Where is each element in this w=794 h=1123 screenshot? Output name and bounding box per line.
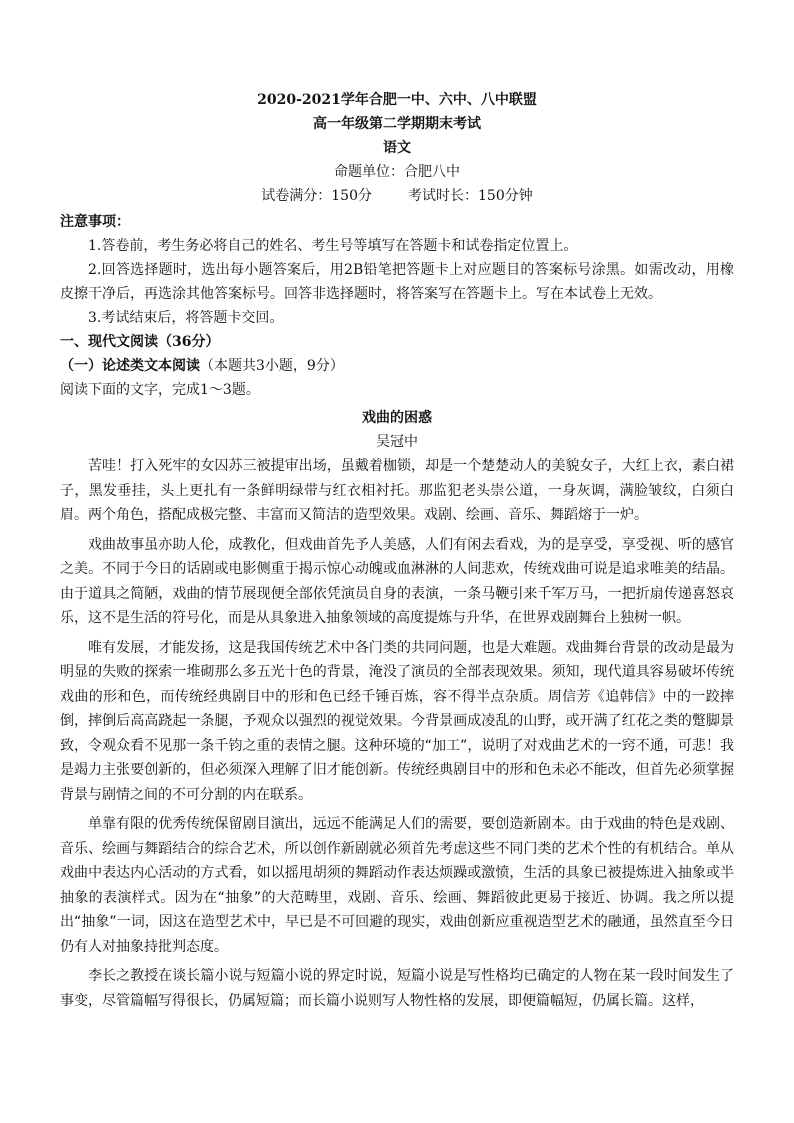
note-item: 2.回答选择题时，选出每小题答案后，用2B铅笔把答题卡上对应题目的答案标号涂黑。如需改动，用橡皮擦干净后，再选涂其他答案标号。回答非选择题时，将答案写在答题卡上。写在本试卷上无效。 — [60, 262, 734, 302]
article-paragraph: 戏曲故事虽亦助人伦，成教化，但戏曲首先予人美感，人们有闲去看戏，为的是享受，享受视、听的感官之美。不同于今日的话剧或电影侧重于揭示惊心动魄或血淋淋的人间悲欢，传统戏曲可说是追求唯美的结晶。由于道具之简陋，戏曲的情节展现便全部依凭演员自身的表演，一条马鞭引来千军万马，一把折扇传递喜怒哀乐，这不是生活的符号化，而是从具象进入抽象领域的高度提炼与升华，在世界戏剧舞台上独树一帜。 — [60, 536, 734, 626]
article-paragraph: 唯有发展，才能发扬，这是我国传统艺术中各门类的共同问题，也是大难题。戏曲舞台背景的改动是最为明显的失败的探索一堆砌那么多五光十色的背景，淹没了演员的全部表现效果。须知，现代道具容易破坏传统戏曲的形和色，而传统经典剧目中的形和色已经千锤百炼，容不得半点杂质。周信芳《追韩信》中的一跤摔倒，摔倒后高高跷起一条腿，予观众以强烈的视觉效果。今背景画成凌乱的山野，或开满了红花之类的蹩脚景致，令观众看不见那一条千钧之重的表情之腿。这种环境的“加工”，说明了对戏曲艺术的一窍不通，可悲！我是竭力主张要创新的，但必须深入理解了旧才能创新。传统经典剧目中的形和色未必不能改，但首先必须掌握背景与剧情之间的不可分割的内在联系。 — [60, 639, 734, 803]
reading-instruction: 阅读下面的文字，完成1～3题。 — [60, 382, 260, 398]
article-paragraph: 苦哇！打入死牢的女囚苏三被提审出场，虽戴着枷锁，却是一个楚楚动人的美貌女子，大红上衣，素白裙子，黑发垂挂，头上更扎有一条鲜明绿带与红衣相衬托。那监犯老头崇公道，一身灰调，满脸皱纹，白须白眉。两个角色，搭配成极完整、丰富而又简洁的造型效果。戏剧、绘画、音乐、舞蹈熔于一炉。 — [60, 458, 734, 523]
exam-page — [60, 88, 734, 1013]
subsection-heading — [60, 354, 734, 378]
exam-duration: 考试时长：150分钟 — [408, 188, 533, 204]
note-item: 3.考试结束后，将答题卡交回。 — [88, 310, 284, 326]
subsection-info: （本题共3小题，9分） — [200, 358, 344, 374]
article-paragraph: 李长之教授在谈长篇小说与短篇小说的界定时说，短篇小说是写性格均已确定的人物在某一段时间发生了事变，尽管篇幅写得很长，仍属短篇；而长篇小说则写人物性格的发展，即便篇幅短，仍属长篇。这样， — [60, 968, 734, 1009]
note-item: 1.答卷前，考生务必将自己的姓名、考生号等填写在答题卡和试卷指定位置上。 — [88, 238, 578, 254]
notes-heading: 注意事项： — [60, 214, 130, 230]
exam-meta — [60, 184, 734, 208]
subject-title: 语文 — [383, 140, 411, 156]
subsection-title: （一）论述类文本阅读 — [60, 358, 200, 374]
setter-unit: 命题单位：合肥八中 — [334, 164, 460, 180]
article-paragraph: 单靠有限的优秀传统保留剧目演出，远远不能满足人们的需要，要创造新剧本。由于戏曲的特色是戏剧、音乐、绘画与舞蹈结合的综合艺术，所以创作新剧就必须首先考虑这些不同门类的艺术个性的有机结合。单从戏曲中表达内心活动的方式看，如以摇甩胡须的舞蹈动作表达烦躁或激愤，生活的具象已被提炼进入抽象或半抽象的表演样式。因为在“抽象”的大范畴里，戏剧、音乐、绘画、舞蹈彼此更易于接近、协调。我之所以提出“抽象”一词，因这在造型艺术中，早已是不可回避的现实，戏曲创新应重视造型艺术的融通，虽然直至今日仍有人对抽象持批判态度。 — [60, 816, 734, 955]
exam-alliance-title: 2020-2021学年合肥一中、六中、八中联盟 — [257, 92, 537, 108]
section-heading: 一、现代文阅读（36分） — [60, 334, 220, 350]
exam-name-title: 高一年级第二学期期末考试 — [313, 116, 481, 132]
article-author: 吴冠中 — [376, 434, 418, 450]
article-title: 戏曲的困惑 — [362, 410, 432, 426]
full-score: 试卷满分：150分 — [261, 188, 372, 204]
